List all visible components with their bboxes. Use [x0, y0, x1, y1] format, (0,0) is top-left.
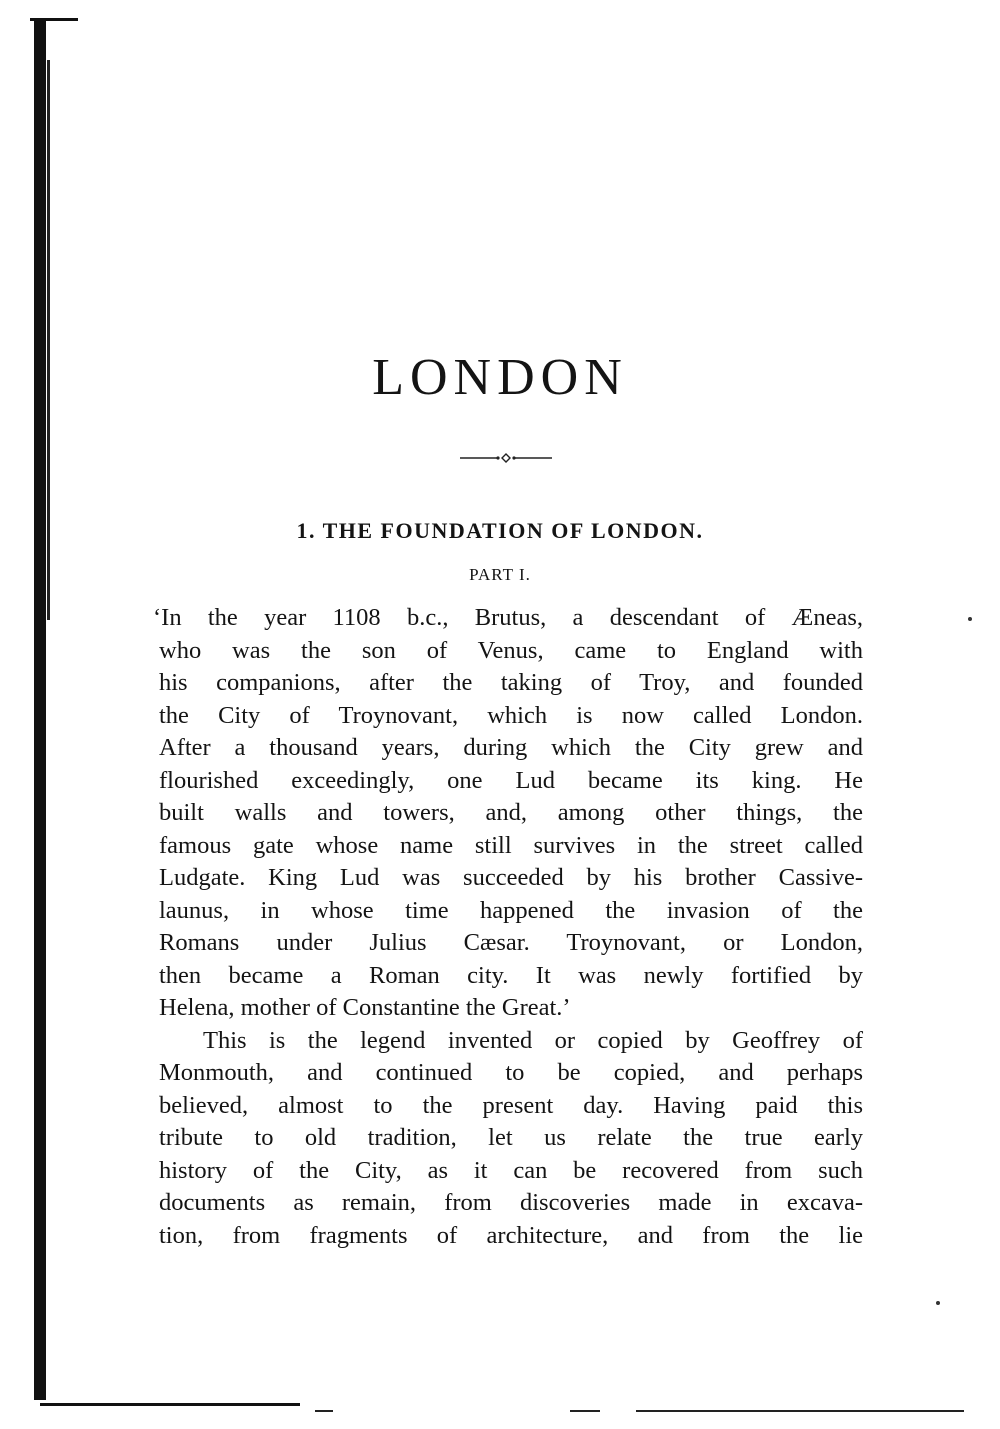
page-title: LONDON [372, 349, 628, 406]
part-label: PART I. [469, 565, 531, 584]
binding-edge-bottom [40, 1403, 300, 1406]
text-line: history of the City, as it can be recovered from such [159, 1156, 863, 1184]
text-line: launus, in whose time happened the invasion of the [159, 896, 863, 924]
ornament-divider-icon [460, 452, 552, 464]
text-line: tion, from fragments of architecture, and from the lie [159, 1221, 863, 1249]
chapter-heading: 1. THE FOUNDATION OF LONDON. [296, 518, 704, 543]
text-line: flourished exceedingly, one Lud became its king. He [159, 766, 863, 794]
text-line: built walls and towers, and, among other things, the [159, 799, 863, 826]
text-line: Romans under Julius Cæsar. Troynovant, or London, [159, 929, 863, 956]
text-line: believed, almost to the present day. Having paid this [159, 1091, 863, 1119]
binding-edge [34, 20, 46, 1400]
text-line: famous gate whose name still survives in the street called [159, 831, 863, 859]
scan-line [570, 1410, 600, 1412]
text-line: Ludgate. King Lud was succeeded by his brother Cassive- [159, 864, 863, 891]
scan-line [636, 1410, 964, 1412]
text-line: who was the son of Venus, came to England with [159, 636, 863, 664]
paragraph-2 [159, 1025, 863, 1253]
text-line: his companions, after the taking of Troy, and founded [159, 669, 863, 696]
scan-speck [936, 1301, 940, 1305]
scan-line [315, 1410, 333, 1412]
text-line: documents as remain, from discoveries made in excava- [159, 1189, 863, 1216]
text-line: After a thousand years, during which the City grew and [159, 734, 863, 761]
scan-speck [968, 617, 972, 621]
text-line: the City of Troynovant, which is now called London. [159, 701, 863, 729]
text-line: ‘In the year 1108 b.c., Brutus, a descendant of Æneas, [153, 604, 863, 631]
body-text [153, 602, 863, 1252]
text-line: Helena, mother of Constantine the Great.’ [159, 994, 571, 1021]
text-line: then became a Roman city. It was newly fortified by [159, 961, 863, 989]
text-line: tribute to old tradition, let us relate the true early [159, 1124, 863, 1151]
text-line: Monmouth, and continued to be copied, and perhaps [159, 1059, 863, 1086]
paragraph-1 [153, 602, 863, 1025]
text-line: This is the legend invented or copied by Geoffrey of [203, 1026, 863, 1054]
